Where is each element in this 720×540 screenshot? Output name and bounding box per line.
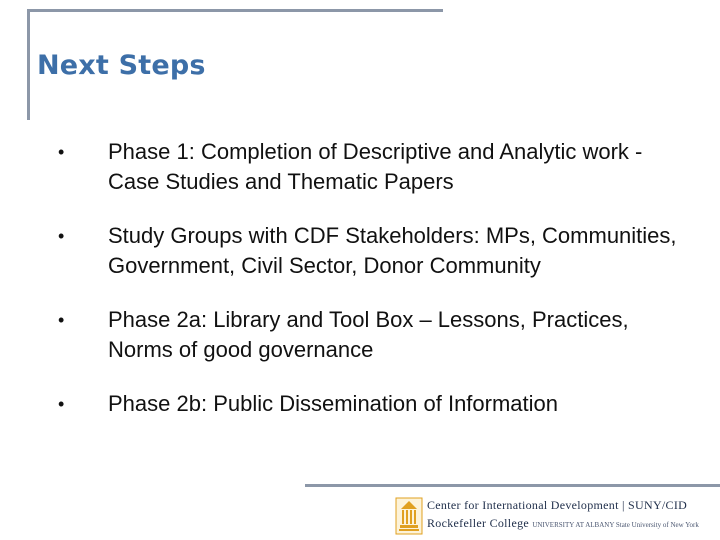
logo-college-name: Rockefeller College — [427, 516, 529, 530]
bullet-list — [0, 137, 720, 443]
bullet-text: Phase 1: Completion of Descriptive and Analytic work - Case Studies and Thematic Papers — [108, 139, 643, 194]
bullet-text: Phase 2a: Library and Tool Box – Lessons, Practices, Norms of good governance — [108, 307, 629, 362]
logo-line-center: Center for International Development | SUNY/CID — [427, 498, 688, 512]
bullet-dot: • — [58, 394, 65, 414]
bullet-dot: • — [58, 310, 65, 330]
title-frame-top-rule — [27, 9, 443, 12]
logo-university-name: UNIVERSITY AT ALBANY State University of New York — [532, 521, 699, 529]
footer-rule — [305, 484, 720, 487]
bullet-text: Study Groups with CDF Stakeholders: MPs, Communities, Government, Civil Sector, Donor Community — [108, 223, 677, 278]
university-seal-icon — [395, 497, 423, 535]
institution-logo — [395, 497, 705, 535]
bullet-dot: • — [58, 142, 65, 162]
bullet-item-phase-2b — [0, 389, 720, 419]
logo-wordmark — [427, 497, 707, 535]
bullet-item-phase-1 — [0, 137, 720, 197]
slide-title: Next Steps — [37, 50, 206, 81]
logo-line-college — [427, 516, 699, 531]
bullet-text: Phase 2b: Public Dissemination of Information — [108, 391, 559, 416]
bullet-item-study-groups — [0, 221, 720, 281]
bullet-item-phase-2a — [0, 305, 720, 365]
bullet-dot: • — [58, 226, 65, 246]
title-frame-left-rule — [27, 9, 30, 120]
